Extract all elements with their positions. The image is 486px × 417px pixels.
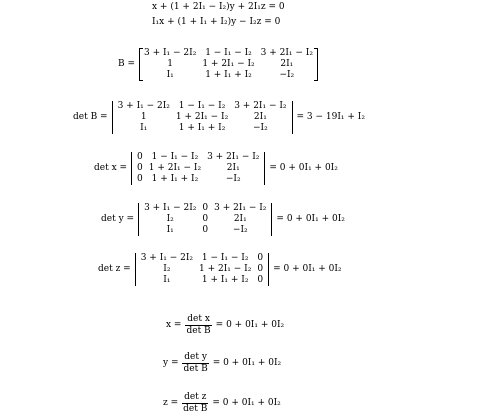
det-y-label: det y = <box>101 214 135 224</box>
matrix-cell: 1 − I₁ − I₂ <box>205 48 252 58</box>
solution-y-result: = 0 + 0I₁ + 0I₂ <box>212 358 282 368</box>
matrix-cell: 1 − I₁ − I₂ <box>178 101 226 111</box>
det-b-block <box>73 101 365 134</box>
det-b-result: = 3 − 19I₁ + I₂ <box>296 112 365 122</box>
matrix-cell: 0 <box>257 253 264 263</box>
fraction-numerator: det x <box>187 314 210 324</box>
fraction-denominator: det B <box>186 326 211 336</box>
solution-x-var: x = <box>166 320 182 330</box>
matrix-cell: 1 <box>140 112 147 122</box>
matrix-cell: 1 + 2I₁ − I₂ <box>202 59 255 69</box>
matrix-cell: I₁ <box>163 275 171 285</box>
fraction <box>181 392 209 415</box>
matrix-cell: 0 <box>137 163 143 173</box>
matrix-cell: −I₂ <box>232 225 248 235</box>
solution-z-result: = 0 + 0I₁ + 0I₂ <box>212 398 281 408</box>
matrix-cell: I₁ <box>166 70 174 80</box>
det-z-block <box>98 253 342 286</box>
matrix-cell: 1 + I₁ + I₂ <box>178 123 226 133</box>
matrix-cell: 1 + I₁ + I₂ <box>151 174 199 184</box>
matrix-cell: −I₂ <box>225 174 241 184</box>
fraction-numerator: det y <box>184 352 207 362</box>
equation-system <box>152 0 285 30</box>
matrix-cell: 1 + I₁ + I₂ <box>201 275 249 285</box>
matrix-cell: I₂ <box>163 264 171 274</box>
solution-x <box>166 314 284 337</box>
det-x-block <box>94 152 338 185</box>
matrix-cell: 1 − I₁ − I₂ <box>201 253 249 263</box>
matrix-cell: 0 <box>257 275 264 285</box>
det-y-block <box>101 203 345 236</box>
matrix-cell: 0 <box>202 214 209 224</box>
matrix-cell: 3 + 2I₁ − I₂ <box>207 152 260 162</box>
matrix-cell: 1 <box>167 59 174 69</box>
matrix-b-label: B = <box>118 59 136 69</box>
solution-y <box>163 352 281 375</box>
det-y-determinant <box>138 203 272 236</box>
det-z-label: det z = <box>98 264 131 274</box>
matrix-cell: 2I₁ <box>233 214 247 224</box>
matrix-cell: 3 + I₁ − 2I₂ <box>117 101 170 111</box>
fraction <box>182 352 210 375</box>
solution-z <box>163 392 281 415</box>
matrix-cell: 2I₁ <box>253 112 267 122</box>
matrix-cell: 0 <box>257 264 264 274</box>
matrix-cell: 3 + 2I₁ − I₂ <box>234 101 287 111</box>
matrix-b-block <box>118 48 318 81</box>
matrix-cell: 3 + I₁ − 2I₂ <box>144 48 197 58</box>
matrix-cell: 0 <box>202 225 209 235</box>
det-z-determinant <box>135 253 269 286</box>
matrix-cell: 1 + 2I₁ − I₂ <box>175 112 229 122</box>
matrix-cell: 0 <box>137 174 143 184</box>
matrix-cell: 1 + I₁ + I₂ <box>205 70 252 80</box>
equation-1: x + (1 + 2I₁ − I₂)y + 2I₁z = 0 <box>152 2 285 12</box>
matrix-cell: 1 − I₁ − I₂ <box>151 152 199 162</box>
fraction-numerator: det z <box>184 392 207 402</box>
matrix-cell: 1 + 2I₁ − I₂ <box>199 264 252 274</box>
det-z-result: = 0 + 0I₁ + 0I₂ <box>273 264 342 274</box>
matrix-cell: 2I₁ <box>226 163 240 173</box>
fraction-denominator: det B <box>183 404 208 414</box>
det-y-result: = 0 + 0I₁ + 0I₂ <box>276 214 345 224</box>
solution-y-var: y = <box>163 358 179 368</box>
matrix-cell: 3 + I₁ − 2I₂ <box>140 253 194 263</box>
matrix-cell: 3 + 2I₁ − I₂ <box>214 203 267 213</box>
matrix-cell: −I₂ <box>253 123 268 133</box>
matrix-cell: 0 <box>202 203 209 213</box>
matrix-cell: 3 + 2I₁ − I₂ <box>260 48 313 58</box>
det-x-label: det x = <box>94 163 128 173</box>
matrix-cell: 3 + I₁ − 2I₂ <box>144 203 197 213</box>
matrix-cell: I₂ <box>166 214 174 224</box>
fraction-denominator: det B <box>183 364 208 374</box>
solution-z-var: z = <box>163 398 179 408</box>
fraction <box>184 314 212 337</box>
matrix-cell: I₁ <box>140 123 148 133</box>
matrix-cell: 1 + 2I₁ − I₂ <box>148 163 202 173</box>
equation-2: I₁x + (1 + I₁ + I₂)y − I₂z = 0 <box>152 17 281 27</box>
matrix-cell: 2I₁ <box>280 59 294 69</box>
det-x-result: = 0 + 0I₁ + 0I₂ <box>269 163 338 173</box>
det-x-determinant <box>131 152 265 185</box>
det-b-determinant <box>112 101 293 134</box>
matrix-cell: −I₂ <box>279 70 295 80</box>
matrix-cell: I₁ <box>166 225 174 235</box>
matrix-cell: 0 <box>137 152 143 162</box>
solution-x-result: = 0 + 0I₁ + 0I₂ <box>215 320 285 330</box>
matrix-b <box>139 48 318 81</box>
det-b-label: det B = <box>73 112 108 122</box>
